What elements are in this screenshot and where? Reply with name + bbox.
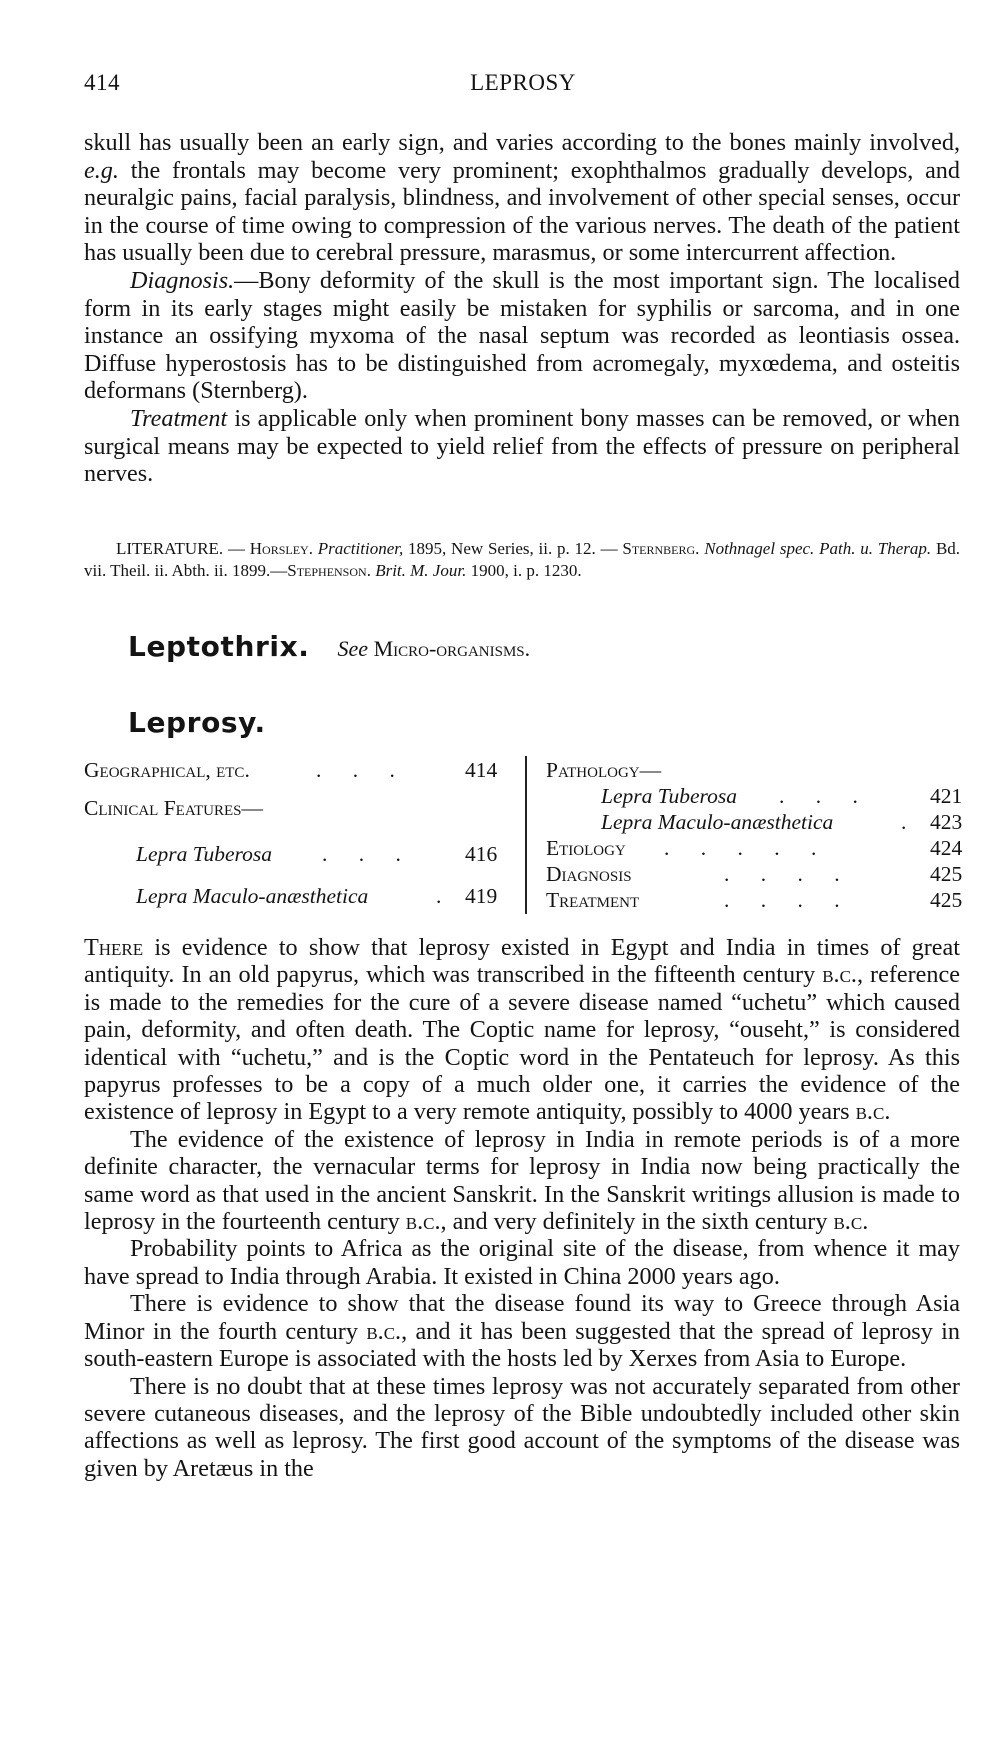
- text-run: There: [84, 934, 144, 961]
- text-run: , reference is made to the remedies for the cure of a severe disease named “uchetu” which caused pain, deformity, and often death. The Coptic name for leprosy, “ouseht,” is considered identical with “uchetu,” and is the Coptic word in the Pentateuch for leprosy. As this papyrus professes to be a copy of a much older one, it carries the evidence of the existence of leprosy in Egypt to a very remote antiquity, possibly to 4000 years: [84, 961, 960, 1126]
- leptothrix-entry: [128, 630, 530, 670]
- diagnosis-label: Diagnosis.: [130, 266, 235, 294]
- table-of-contents: [84, 754, 963, 912]
- text-run: Sternberg.: [622, 539, 700, 558]
- text-run: There is no doubt that at these times leprosy was not accurately separated from other severe cutaneous diseases, and the leprosy of the Bible undoubtedly included other skin affections as well as leprosy. The first good account of the symptoms of the disease was given by Aretæus in the: [84, 1372, 960, 1482]
- toc-leader: . . .: [316, 758, 408, 782]
- cross-reference-target: Micro-organisms.: [373, 636, 531, 661]
- text-run: b.c.: [822, 961, 857, 989]
- toc-leader: .: [901, 810, 920, 834]
- body-paragraph-2: [84, 1126, 960, 1236]
- toc-item-page: 414: [465, 758, 498, 782]
- text-run: b.c.: [855, 1098, 891, 1126]
- text-run: There is evidence to show that the disease found its way to Greece through Asia Minor in the fourth century: [84, 1290, 960, 1345]
- text-run: Bd. vii. Theil. ii. Abth. ii. 1899.—: [84, 539, 961, 580]
- treatment-paragraph: [84, 405, 960, 488]
- body-paragraph-5: [84, 1373, 960, 1483]
- intro-section: [84, 129, 960, 488]
- text-run: Stephenson.: [287, 560, 371, 580]
- leptothrix-heading: Leptothrix.: [128, 630, 310, 663]
- toc-item-page: 423: [930, 810, 963, 834]
- text-run: , and it has been suggested that the spread of leprosy in south-eastern Europe is associated with the hosts led by Xerxes from Asia to Europe.: [84, 1317, 960, 1373]
- text-run: skull has usually been an early sign, and varies according to the bones mainly involved,: [84, 129, 960, 156]
- toc-leader: . . .: [779, 784, 871, 808]
- treatment-label: Treatment: [130, 404, 228, 432]
- toc-leader: . . . . .: [664, 836, 830, 860]
- text-run: b.c.: [833, 1208, 869, 1236]
- toc-leader: .: [436, 884, 455, 908]
- body-paragraph-1: [84, 934, 960, 1126]
- toc-item-label: Lepra Tuberosa: [136, 842, 272, 866]
- text-run: , and very definitely in the sixth century: [440, 1208, 834, 1236]
- text-run: Horsley.: [249, 539, 313, 558]
- toc-item-label: Treatment: [546, 888, 640, 912]
- diagnosis-text: —Bony deformity of the skull is the most important sign. The localised form in its early stages might easily be mistaken for syphilis or sarcoma, and in one instance an ossifying myxoma of the nasal septum was recorded as leontiasis ossea. Diffuse hyperostosis has to be distinguished from acromegaly, myxœdema, and osteitis deformans (Sternberg).: [84, 266, 960, 405]
- text-run: Practitioner,: [317, 539, 404, 558]
- body-paragraph-3: [84, 1235, 960, 1290]
- body-paragraph-4: [84, 1290, 960, 1372]
- text-run: b.c.: [405, 1208, 441, 1236]
- toc-item-page: 425: [930, 862, 963, 886]
- running-title: LEPROSY: [470, 70, 576, 95]
- see-word: See: [337, 636, 369, 661]
- treatment-text: is applicable only when prominent bony masses can be removed, or when surgical means may be expected to yield relief from the effects of pressure on peripheral nerves.: [84, 404, 960, 488]
- toc-item-label: Clinical Features—: [84, 796, 263, 820]
- text-run: Nothnagel spec. Path. u. Therap.: [704, 539, 932, 558]
- literature-references: [84, 538, 960, 581]
- text-run: b.c.: [366, 1317, 402, 1345]
- text-run: 1900, i. p. 1230.: [466, 560, 582, 580]
- toc-item-page: 416: [465, 842, 498, 866]
- text-run: The evidence of the existence of leprosy in India in remote periods is of a more definite character, the vernacular terms for leprosy in India now being practically the same word as that used in the ancient Sanskrit. In the Sanskrit writings allusion is made to leprosy in the fourteenth century: [84, 1125, 960, 1236]
- toc-item-page: 425: [930, 888, 963, 912]
- toc-item-page: 424: [930, 836, 963, 860]
- toc-item-label: Diagnosis: [546, 862, 632, 886]
- toc-divider: [525, 756, 527, 914]
- running-header: [84, 70, 962, 100]
- toc-item-label: Lepra Maculo-anæsthetica: [136, 884, 369, 908]
- toc-item-label: Lepra Tuberosa: [601, 784, 737, 808]
- toc-item-label: Etiology: [546, 836, 626, 860]
- toc-item-label: Geographical, etc.: [84, 758, 250, 782]
- toc-item-page: 421: [930, 784, 963, 808]
- text-run: the frontals may become very prominent; exophthalmos gradually develops, and neuralgic pains, facial paralysis, blindness, and involvement of other special senses, occur in the course of time owing to compression of the various nerves. The death of the patient has usually been due to cerebral pressure, marasmus, or some intercurrent affection.: [84, 156, 960, 267]
- toc-item-label: Lepra Maculo-anæsthetica: [601, 810, 834, 834]
- toc-item-page: 419: [465, 884, 498, 908]
- toc-leader: . . .: [322, 842, 414, 866]
- text-run: 1895, New Series, ii. p. 12. —: [403, 539, 623, 558]
- text-run: Brit. M. Jour.: [375, 560, 467, 580]
- text-run: e.g.: [84, 156, 119, 184]
- diagnosis-paragraph: [84, 267, 960, 405]
- cross-reference: [338, 636, 531, 661]
- text-run: is evidence to show that leprosy existed in Egypt and India in times of great antiquity. In an old papyrus, which was transcribed in the fifteenth century: [84, 934, 960, 989]
- toc-leader: . . . .: [724, 862, 853, 886]
- leprosy-body: [84, 934, 960, 1482]
- text-run: LITERATURE. —: [116, 539, 250, 558]
- toc-leader: . . . .: [724, 888, 853, 912]
- toc-item-label: Pathology—: [546, 758, 662, 782]
- continuation-paragraph: [84, 129, 960, 267]
- leprosy-heading: Leprosy.: [128, 706, 266, 739]
- text-run: Probability points to Africa as the original site of the disease, from whence it may have spread to India through Arabia. It existed in China 2000 years ago.: [84, 1235, 960, 1290]
- page-number: 414: [84, 70, 120, 95]
